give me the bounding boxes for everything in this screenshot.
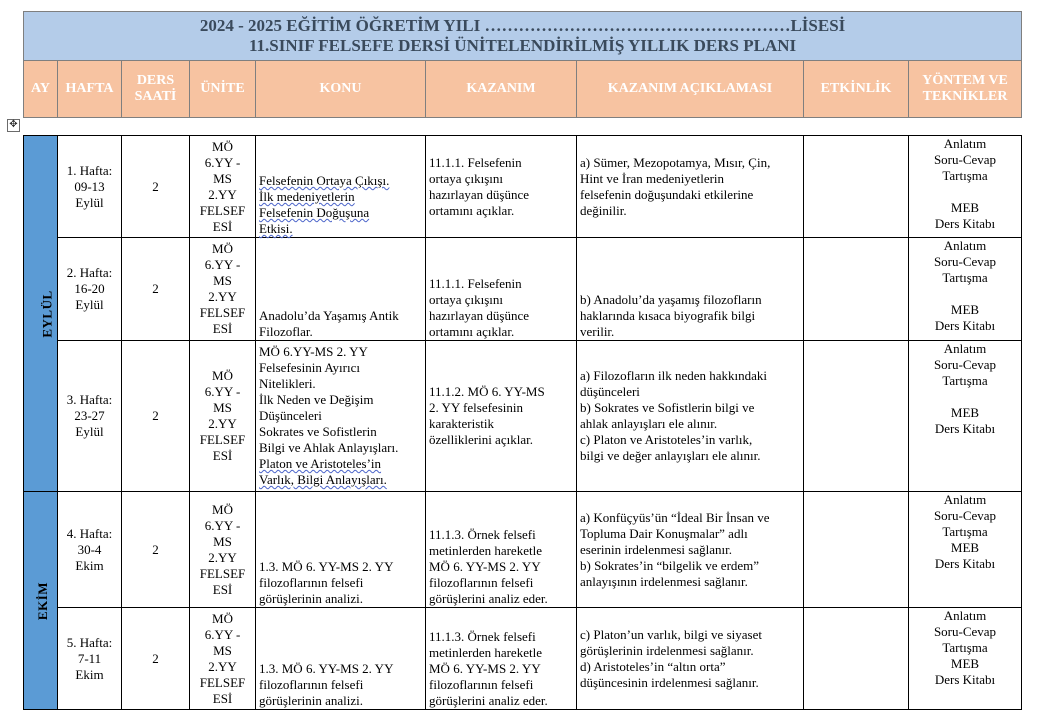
cell-line: 6.YY - <box>204 517 241 533</box>
column-header-ay: AY <box>24 61 58 118</box>
cell-line: verilir. <box>580 324 615 339</box>
cell-line: Ders Kitabı <box>934 216 996 231</box>
title-line-2: 11.SINIF FELSEFE DERSİ ÜNİTELENDİRİLMİŞ YILLIK DERS PLANI <box>248 36 797 55</box>
cell-line: Anlatım <box>943 341 987 356</box>
cell-line: görüşlerinin irdelenmesi sağlanır. <box>580 642 754 658</box>
cell-line: düşüncesinin irdelenmesi sağlanır. <box>580 674 759 690</box>
cell-line: FELSEF <box>199 305 246 320</box>
cell-line: 11.1.2. MÖ 6. YY-MS <box>429 384 545 399</box>
column-header-kazanim: KAZANIM <box>426 61 577 118</box>
cell-line: MEB <box>950 200 980 215</box>
unite-cell <box>190 492 256 608</box>
title-line-1: 2024 - 2025 EĞİTİM ÖĞRETİM YILI ………………………………………………LİSESİ <box>199 16 846 35</box>
cell-line: görüşlerinin analizi. <box>259 591 363 606</box>
month-label: EKİM <box>35 581 51 620</box>
unite-cell <box>190 238 256 341</box>
cell-line: Tartışma <box>942 168 988 183</box>
cell-line: Soru-Cevap <box>933 152 997 167</box>
cell-line: Tartışma <box>942 270 988 285</box>
cell-line: Anlatım <box>943 238 987 253</box>
column-header-hafta: HAFTA <box>58 61 122 118</box>
cell-line: ortaya çıkışını <box>429 170 504 186</box>
cell-line: görüşlerini analiz eder. <box>429 693 548 708</box>
yontem-cell <box>909 608 1022 710</box>
cell-line: anlayışının irdelenmesi sağlanır. <box>580 573 748 589</box>
cell-line: Eylül <box>75 194 104 210</box>
cell-line: 2. Hafta: <box>66 265 113 280</box>
ders-saati-cell: 2 <box>122 608 190 710</box>
konu-cell <box>256 238 426 341</box>
cell-line: 1.3. MÖ 6. YY-MS 2. YY <box>259 661 394 676</box>
cell-line: a) Sümer, Mezopotamya, Mısır, Çin, <box>580 154 771 170</box>
yontem-cell <box>909 136 1022 238</box>
cell-line: Ekim <box>75 666 104 682</box>
konu-cell <box>256 492 426 608</box>
cell-line: düşünceleri <box>580 384 640 399</box>
cell-line: d) Aristoteles’in “altın orta” <box>580 658 726 674</box>
cell-line: Tartışma <box>942 524 988 539</box>
cell-line: 2.YY <box>208 186 237 202</box>
plan-header-table <box>23 11 1022 118</box>
cell-line: Ders Kitabı <box>934 421 996 436</box>
cell-line: ESİ <box>212 321 233 336</box>
cell-line: b) Sokrates’in “bilgelik ve erdem” <box>580 557 760 573</box>
kazanim-aciklamasi-cell <box>577 136 804 238</box>
cell-line: 11.1.3. Örnek felsefi <box>429 629 536 644</box>
konu-cell <box>256 341 426 492</box>
cell-line: MEB <box>950 302 980 317</box>
yontem-cell <box>909 341 1022 492</box>
cell-line: İlk medeniyetlerin <box>259 189 355 204</box>
konu-cell <box>256 608 426 710</box>
unite-cell <box>190 341 256 492</box>
column-header-unite: ÜNİTE <box>190 61 256 118</box>
cell-line: değinilir. <box>580 202 627 218</box>
cell-line: 1. Hafta: <box>66 162 113 178</box>
cell-line: 1.3. MÖ 6. YY-MS 2. YY <box>259 559 394 574</box>
cell-line: Sokrates ve Sofistlerin <box>259 424 377 439</box>
table-row <box>24 492 1022 608</box>
cell-line: İlk Neden ve Değişim <box>259 392 374 407</box>
kazanim-aciklamasi-cell <box>577 608 804 710</box>
table-row <box>24 238 1022 341</box>
etkinlik-cell <box>804 238 909 341</box>
cell-line <box>912 184 1018 200</box>
kazanim-cell <box>426 136 577 238</box>
cell-line: özelliklerini açıklar. <box>429 432 533 447</box>
cell-line: MÖ <box>212 368 233 383</box>
etkinlik-cell <box>804 608 909 710</box>
cell-line: 2. YY felsefesinin <box>429 400 523 415</box>
cell-line: Soru-Cevap <box>933 508 997 523</box>
cell-line: 2.YY <box>208 416 237 431</box>
cell-line: Ders Kitabı <box>934 318 996 333</box>
move-handle-icon[interactable]: ✥ <box>7 119 20 132</box>
cell-line: MEB <box>950 656 980 671</box>
cell-line: Felsefenin Doğuşuna <box>259 205 370 220</box>
cell-line: 2.YY <box>208 549 237 565</box>
column-header-kazanim-aciklamasi: KAZANIM AÇIKLAMASI <box>577 61 804 118</box>
plan-body-table <box>23 135 1022 710</box>
hafta-cell <box>58 238 122 341</box>
cell-line: MS <box>213 400 232 415</box>
cell-line: FELSEF <box>199 202 246 218</box>
cell-line: karakteristik <box>429 416 494 431</box>
yontem-cell <box>909 238 1022 341</box>
etkinlik-cell <box>804 341 909 492</box>
cell-line: a) Filozofların ilk neden hakkındaki <box>580 368 768 383</box>
cell-line: FELSEF <box>199 674 246 690</box>
month-label: EYLÜL <box>39 289 55 338</box>
document-title <box>24 12 1022 61</box>
cell-line: Hint ve İran medeniyetlerin <box>580 170 725 186</box>
cell-line: MEB <box>950 540 980 555</box>
kazanim-cell <box>426 608 577 710</box>
cell-line: c) Platon’un varlık, bilgi ve siyaset <box>580 626 762 642</box>
hafta-cell <box>58 608 122 710</box>
cell-line: ortaya çıkışını <box>429 292 504 307</box>
cell-line: FELSEF <box>199 565 246 581</box>
cell-line: 2.YY <box>208 289 237 304</box>
cell-line: ahlak anlayışları ele alınır. <box>580 416 718 431</box>
unite-cell <box>190 608 256 710</box>
cell-line: MS <box>213 170 232 186</box>
cell-line: 09-13 <box>74 178 105 194</box>
cell-line: MÖ <box>212 241 233 256</box>
hafta-cell <box>58 492 122 608</box>
cell-line: 6.YY - <box>204 626 241 642</box>
cell-line: 7-11 <box>77 650 102 666</box>
unite-cell <box>190 136 256 238</box>
cell-line: MÖ <box>212 138 233 154</box>
cell-line: MS <box>213 273 232 288</box>
yontem-cell <box>909 492 1022 608</box>
cell-line: Ekim <box>75 557 104 573</box>
month-cell-0 <box>24 136 58 492</box>
cell-line: Anlatım <box>943 608 987 623</box>
table-row <box>24 136 1022 238</box>
cell-line: 11.1.3. Örnek felsefi <box>429 527 536 542</box>
cell-line: ortamını açıklar. <box>429 202 515 218</box>
kazanim-cell <box>426 492 577 608</box>
kazanim-cell <box>426 238 577 341</box>
cell-line: hazırlayan düşünce <box>429 308 529 323</box>
etkinlik-cell <box>804 136 909 238</box>
cell-line: ESİ <box>212 581 233 597</box>
kazanim-aciklamasi-cell <box>577 341 804 492</box>
cell-line: 6.YY - <box>204 154 241 170</box>
cell-line: Soru-Cevap <box>933 357 997 372</box>
cell-line: Soru-Cevap <box>933 624 997 639</box>
cell-line: Düşünceleri <box>259 408 322 423</box>
cell-line: Filozoflar. <box>259 324 313 339</box>
konu-cell <box>256 136 426 238</box>
cell-line: filozoflarının felsefi <box>259 575 364 590</box>
cell-line: Bilgi ve Ahlak Anlayışları. <box>259 440 399 455</box>
cell-line: Tartışma <box>942 373 988 388</box>
cell-line: metinlerden hareketle <box>429 645 542 660</box>
cell-line: ESİ <box>212 218 233 234</box>
cell-line: Eylül <box>75 424 104 439</box>
table-row <box>24 608 1022 710</box>
hafta-cell <box>58 136 122 238</box>
column-header-konu: KONU <box>256 61 426 118</box>
cell-line: Platon ve Aristoteles’in <box>259 456 382 471</box>
cell-line: görüşlerinin analizi. <box>259 693 363 708</box>
cell-line <box>912 286 1018 302</box>
cell-line: filozoflarının felsefi <box>429 677 534 692</box>
ders-saati-cell: 2 <box>122 341 190 492</box>
ders-saati-cell: 2 <box>122 238 190 341</box>
kazanim-aciklamasi-cell <box>577 238 804 341</box>
cell-line: Ders Kitabı <box>934 556 996 571</box>
cell-line: Eylül <box>75 297 104 312</box>
cell-line: MS <box>213 642 232 658</box>
cell-line: 3. Hafta: <box>66 392 113 407</box>
cell-line: Topluma Dair Konuşmalar” adlı <box>580 525 748 541</box>
cell-line: 23-27 <box>74 408 105 423</box>
month-cell-1 <box>24 492 58 710</box>
cell-line: Anlatım <box>943 492 987 507</box>
cell-line: ESİ <box>212 690 233 706</box>
cell-line: ortamını açıklar. <box>429 324 515 339</box>
cell-line: 6.YY - <box>204 384 241 399</box>
cell-line: MÖ 6. YY-MS 2. YY <box>429 559 541 574</box>
cell-line: MÖ 6.YY-MS 2. YY <box>259 344 368 359</box>
cell-line: 5. Hafta: <box>66 634 113 650</box>
cell-line: b) Sokrates ve Sofistlerin bilgi ve <box>580 400 755 415</box>
cell-line: FELSEF <box>199 432 246 447</box>
cell-line: 30-4 <box>77 541 102 557</box>
cell-line: MÖ <box>212 610 233 626</box>
table-row <box>24 341 1022 492</box>
cell-line: Nitelikleri. <box>259 376 316 391</box>
cell-line: MÖ <box>212 501 233 517</box>
hafta-cell <box>58 341 122 492</box>
cell-line: 4. Hafta: <box>66 525 113 541</box>
cell-line: Varlık, Bilgi Anlayışları. <box>259 472 387 487</box>
cell-line: Anlatım <box>943 136 987 151</box>
cell-line: b) Anadolu’da yaşamış filozofların <box>580 292 762 307</box>
cell-line: Soru-Cevap <box>933 254 997 269</box>
cell-line: 6.YY - <box>204 257 241 272</box>
cell-line: 11.1.1. Felsefenin <box>429 154 522 170</box>
cell-line: Tartışma <box>942 640 988 655</box>
cell-line: haklarında kısaca biyografik bilgi <box>580 308 756 323</box>
cell-line: felsefenin doğuşundaki etkilerine <box>580 186 754 202</box>
column-header-etkinlik: ETKİNLİK <box>804 61 909 118</box>
ders-saati-cell: 2 <box>122 136 190 238</box>
kazanim-cell <box>426 341 577 492</box>
cell-line: 16-20 <box>74 281 105 296</box>
cell-line: MEB <box>950 405 980 420</box>
cell-line: metinlerden hareketle <box>429 543 542 558</box>
cell-line: Anadolu’da Yaşamış Antik <box>259 308 399 323</box>
cell-line: hazırlayan düşünce <box>429 186 529 202</box>
etkinlik-cell <box>804 492 909 608</box>
cell-line: Ders Kitabı <box>934 672 996 687</box>
column-header-ders-saati: DERS SAATİ <box>122 61 190 118</box>
cell-line: filozoflarının felsefi <box>429 575 534 590</box>
kazanim-aciklamasi-cell <box>577 492 804 608</box>
ders-saati-cell: 2 <box>122 492 190 608</box>
cell-line: 2.YY <box>208 658 237 674</box>
cell-line: MÖ 6. YY-MS 2. YY <box>429 661 541 676</box>
column-header-yontem: YÖNTEM VE TEKNİKLER <box>909 61 1022 118</box>
cell-line: bilgi ve değer anlayışları ele alınır. <box>580 448 761 463</box>
cell-line <box>912 389 1018 405</box>
cell-line: a) Konfüçyüs’ün “İdeal Bir İnsan ve <box>580 509 770 525</box>
cell-line: MS <box>213 533 232 549</box>
cell-line: c) Platon ve Aristoteles’in varlık, <box>580 432 753 447</box>
cell-line: görüşlerini analiz eder. <box>429 591 548 606</box>
cell-line: Felsefesinin Ayırıcı <box>259 360 360 375</box>
cell-line: ESİ <box>212 448 233 463</box>
cell-line: Felsefenin Ortaya Çıkışı. <box>259 173 390 188</box>
cell-line: 11.1.1. Felsefenin <box>429 276 522 291</box>
cell-line: eserinin irdelenmesi sağlanır. <box>580 541 732 557</box>
cell-line: filozoflarının felsefi <box>259 677 364 692</box>
cell-line: Etkisi. <box>259 221 293 236</box>
